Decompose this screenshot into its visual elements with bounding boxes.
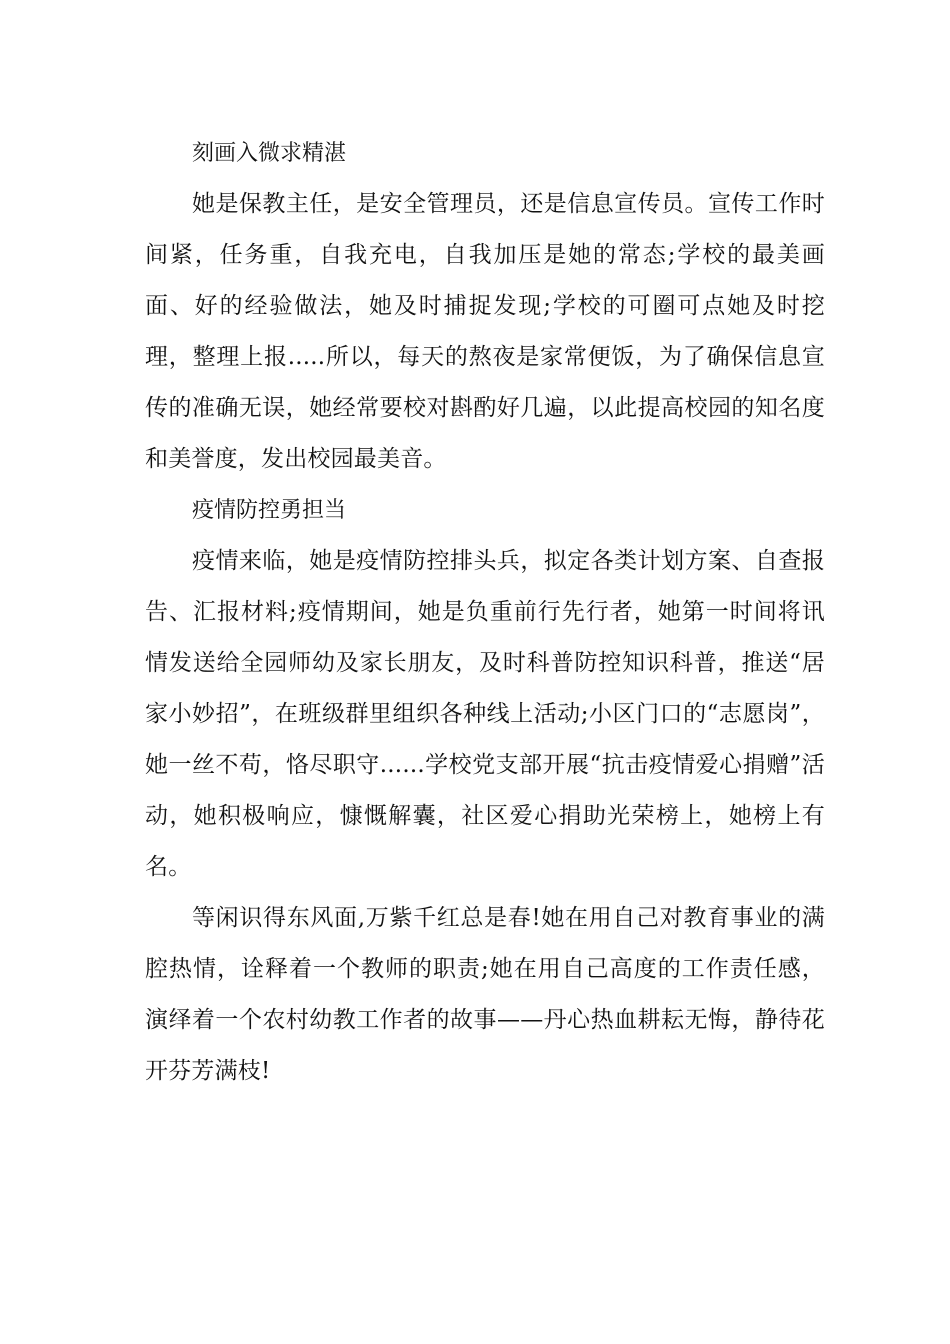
paragraph-conclusion: 等闲识得东风面,万紫千红总是春!她在用自己对教育事业的满腔热情，诠释着一个教师的职责;她在用自己高度的工作责任感，演绎着一个农村幼教工作者的故事——丹心热血耕耘无悔，静待花开芬芳满枝! [145, 905, 825, 1084]
paragraph-publicity-work: 她是保教主任，是安全管理员，还是信息宣传员。宣传工作时间紧，任务重，自我充电，自我加压是她的常态;学校的最美画面、好的经验做法，她及时捕捉发现;学校的可圈可点她及时挖理，整理上报.....所以，每天的熬夜是家常便饭，为了确保信息宣传的准确无误，她经常要校对斟酌好几遍，以此提高校园的知名度和美誉度，发出校园最美音。 [145, 191, 825, 472]
section-heading-epidemic: 疫情防控勇担当 [192, 498, 347, 523]
paragraph-epidemic-prevention: 疫情来临，她是疫情防控排头兵，拟定各类计划方案、自查报告、汇报材料;疫情期间，她是负重前行先行者，她第一时间将讯情发送给全园师幼及家长朋友，及时科普防控知识科普，推送“居家小妙招”，在班级群里组织各种线上活动;小区门口的“志愿岗”，她一丝不苟，恪尽职守......学校党支部开展“抗击疫情爱心捐赠”活动，她积极响应，慷慨解囊，社区爱心捐助光荣榜上，她榜上有名。 [145, 548, 825, 880]
section-heading-precision: 刻画入微求精湛 [192, 141, 347, 166]
document-body [145, 128, 825, 1097]
